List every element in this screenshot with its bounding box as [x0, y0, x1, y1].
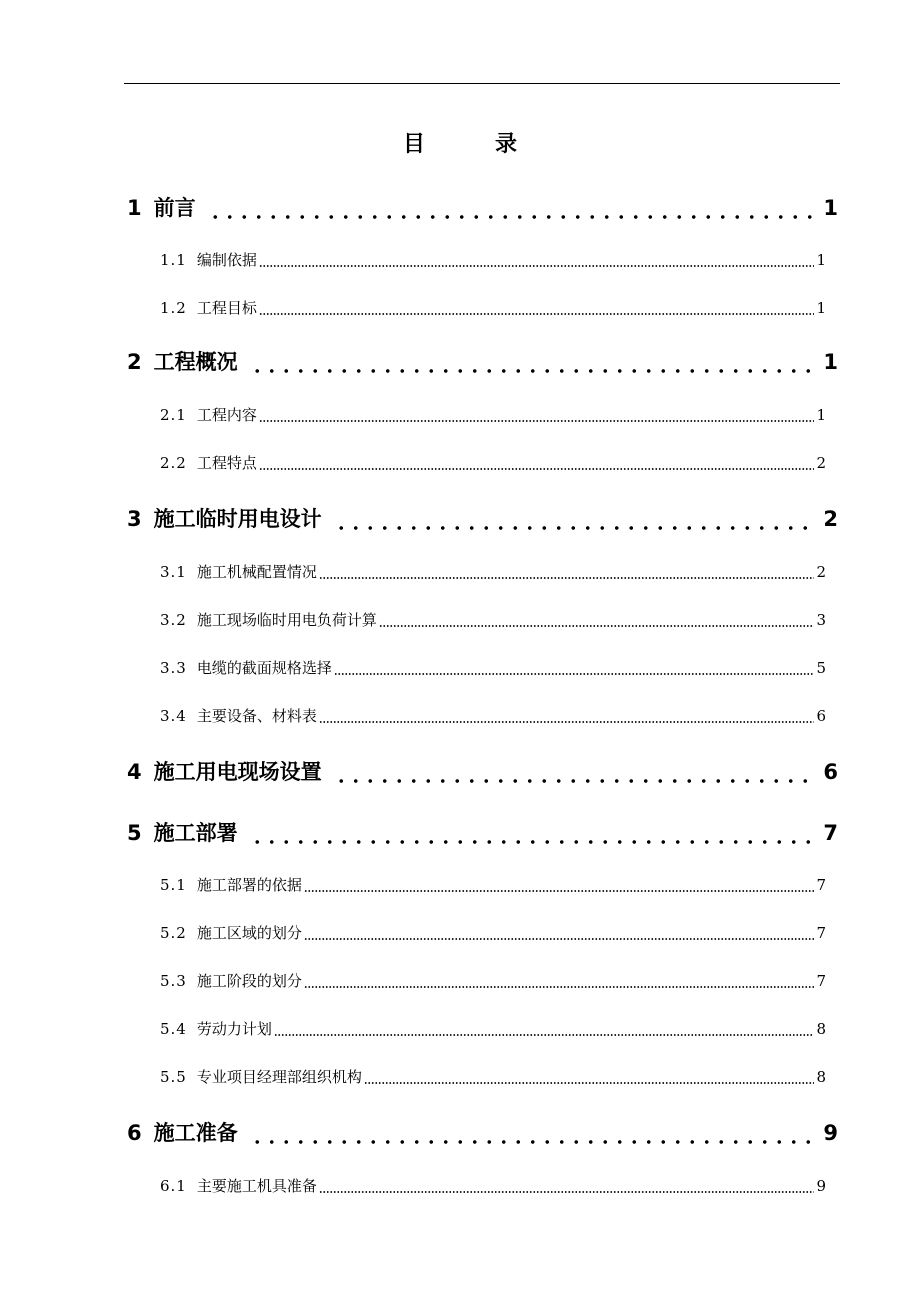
dot-leader [259, 452, 815, 474]
toc-entry[interactable] [160, 1175, 826, 1197]
toc-entry-number: 2 [127, 350, 142, 374]
toc-entry-number: 6 [127, 1121, 142, 1145]
dot-leader [304, 874, 815, 896]
toc-entry-number: 6.1 [160, 1177, 187, 1195]
toc-entry-title: 施工用电现场设置 [153, 760, 322, 784]
toc-entry-number: 5.2 [160, 924, 187, 942]
toc-entry[interactable] [160, 922, 826, 944]
toc-entry-title: 施工部署的依据 [196, 876, 302, 894]
toc-entry-number: 1 [127, 196, 142, 220]
toc-entry[interactable] [160, 970, 826, 992]
toc-entry-page: 2 [816, 454, 826, 472]
toc-entry-title: 主要施工机具准备 [196, 1177, 317, 1195]
toc-entry-page: 1 [816, 251, 826, 269]
toc-entry[interactable] [160, 1066, 826, 1088]
dot-leader [334, 757, 816, 787]
toc-entry[interactable] [160, 705, 826, 727]
dot-leader [319, 705, 815, 727]
toc-entry[interactable] [127, 347, 838, 377]
toc-entry-page: 1 [823, 196, 838, 220]
toc-entry-page: 9 [823, 1121, 838, 1145]
dot-leader [319, 1175, 815, 1197]
toc-entry-number: 3.2 [160, 611, 187, 629]
dot-leader [334, 504, 816, 534]
toc-entry-page: 7 [823, 821, 838, 845]
dot-leader [250, 1118, 816, 1148]
toc-entry-number: 5.5 [160, 1068, 187, 1086]
dot-leader [259, 249, 815, 271]
toc-entry[interactable] [160, 561, 826, 583]
toc-entry-number: 5.3 [160, 972, 187, 990]
dot-leader [379, 609, 815, 631]
dot-leader [250, 347, 816, 377]
dot-leader [208, 193, 816, 223]
dot-leader [319, 561, 815, 583]
toc-entry[interactable] [160, 874, 826, 896]
dot-leader [259, 404, 815, 426]
dot-leader [334, 657, 815, 679]
toc-entry-title: 施工现场临时用电负荷计算 [196, 611, 377, 629]
toc-title: 目 录 [402, 131, 541, 157]
toc-entry-title: 施工准备 [153, 1121, 238, 1145]
toc-entry-title: 工程目标 [196, 299, 257, 317]
toc-entry-number: 5 [127, 821, 142, 845]
toc-entry-number: 5.4 [160, 1020, 187, 1038]
toc-entry-page: 8 [816, 1068, 826, 1086]
toc-entry-page: 1 [823, 350, 838, 374]
dot-leader [364, 1066, 815, 1088]
toc-entry-page: 3 [816, 611, 826, 629]
dot-leader [250, 818, 816, 848]
toc-entry-page: 6 [816, 707, 826, 725]
toc-entry-page: 2 [816, 563, 826, 581]
toc-entry-number: 5.1 [160, 876, 187, 894]
dot-leader [304, 970, 815, 992]
header-rule [124, 83, 840, 84]
toc-entry[interactable] [160, 452, 826, 474]
toc-entry-title: 专业项目经理部组织机构 [196, 1068, 362, 1086]
toc-entry-number: 1.2 [160, 299, 187, 317]
toc-entry-page: 8 [816, 1020, 826, 1038]
dot-leader [259, 297, 815, 319]
toc-entry-title: 施工部署 [153, 821, 238, 845]
toc-entry-number: 4 [127, 760, 142, 784]
toc-entry[interactable] [127, 818, 838, 848]
toc-entry-number: 2.2 [160, 454, 187, 472]
toc-entry-number: 3.3 [160, 659, 187, 677]
toc-entry-title: 工程概况 [153, 350, 238, 374]
toc-entry-title: 工程特点 [196, 454, 257, 472]
dot-leader [304, 922, 815, 944]
toc-entry-title: 前言 [153, 196, 196, 220]
toc-entry-page: 7 [816, 876, 826, 894]
toc-entry-number: 2.1 [160, 406, 187, 424]
toc-entry-page: 1 [816, 299, 826, 317]
toc-entry-title: 施工阶段的划分 [196, 972, 302, 990]
toc-entry-title: 编制依据 [196, 251, 257, 269]
toc-entry-title: 施工临时用电设计 [153, 507, 322, 531]
dot-leader [274, 1018, 815, 1040]
toc-entry-number: 3 [127, 507, 142, 531]
toc-entry[interactable] [160, 657, 826, 679]
toc-entry[interactable] [160, 297, 826, 319]
toc-entry-title: 劳动力计划 [196, 1020, 272, 1038]
toc-entry-title: 工程内容 [196, 406, 257, 424]
toc-entry[interactable] [127, 1118, 838, 1148]
toc-entry-page: 7 [816, 924, 826, 942]
toc-entry-page: 2 [823, 507, 838, 531]
toc-entry-title: 施工区域的划分 [196, 924, 302, 942]
toc-entry-page: 9 [816, 1177, 826, 1195]
toc-entry[interactable] [127, 757, 838, 787]
toc-entry-title: 施工机械配置情况 [196, 563, 317, 581]
toc-entry-page: 7 [816, 972, 826, 990]
toc-entry[interactable] [160, 609, 826, 631]
toc-entry[interactable] [127, 193, 838, 223]
toc-entry-title: 主要设备、材料表 [196, 707, 317, 725]
toc-entry-page: 5 [816, 659, 826, 677]
toc-entry[interactable] [160, 1018, 826, 1040]
toc-entry[interactable] [160, 249, 826, 271]
toc-entry-title: 电缆的截面规格选择 [196, 659, 332, 677]
toc-entry-page: 6 [823, 760, 838, 784]
toc-entry[interactable] [127, 504, 838, 534]
toc-entry-number: 1.1 [160, 251, 187, 269]
toc-entry[interactable] [160, 404, 826, 426]
toc-entry-number: 3.1 [160, 563, 187, 581]
toc-entry-page: 1 [816, 406, 826, 424]
toc-entry-number: 3.4 [160, 707, 187, 725]
